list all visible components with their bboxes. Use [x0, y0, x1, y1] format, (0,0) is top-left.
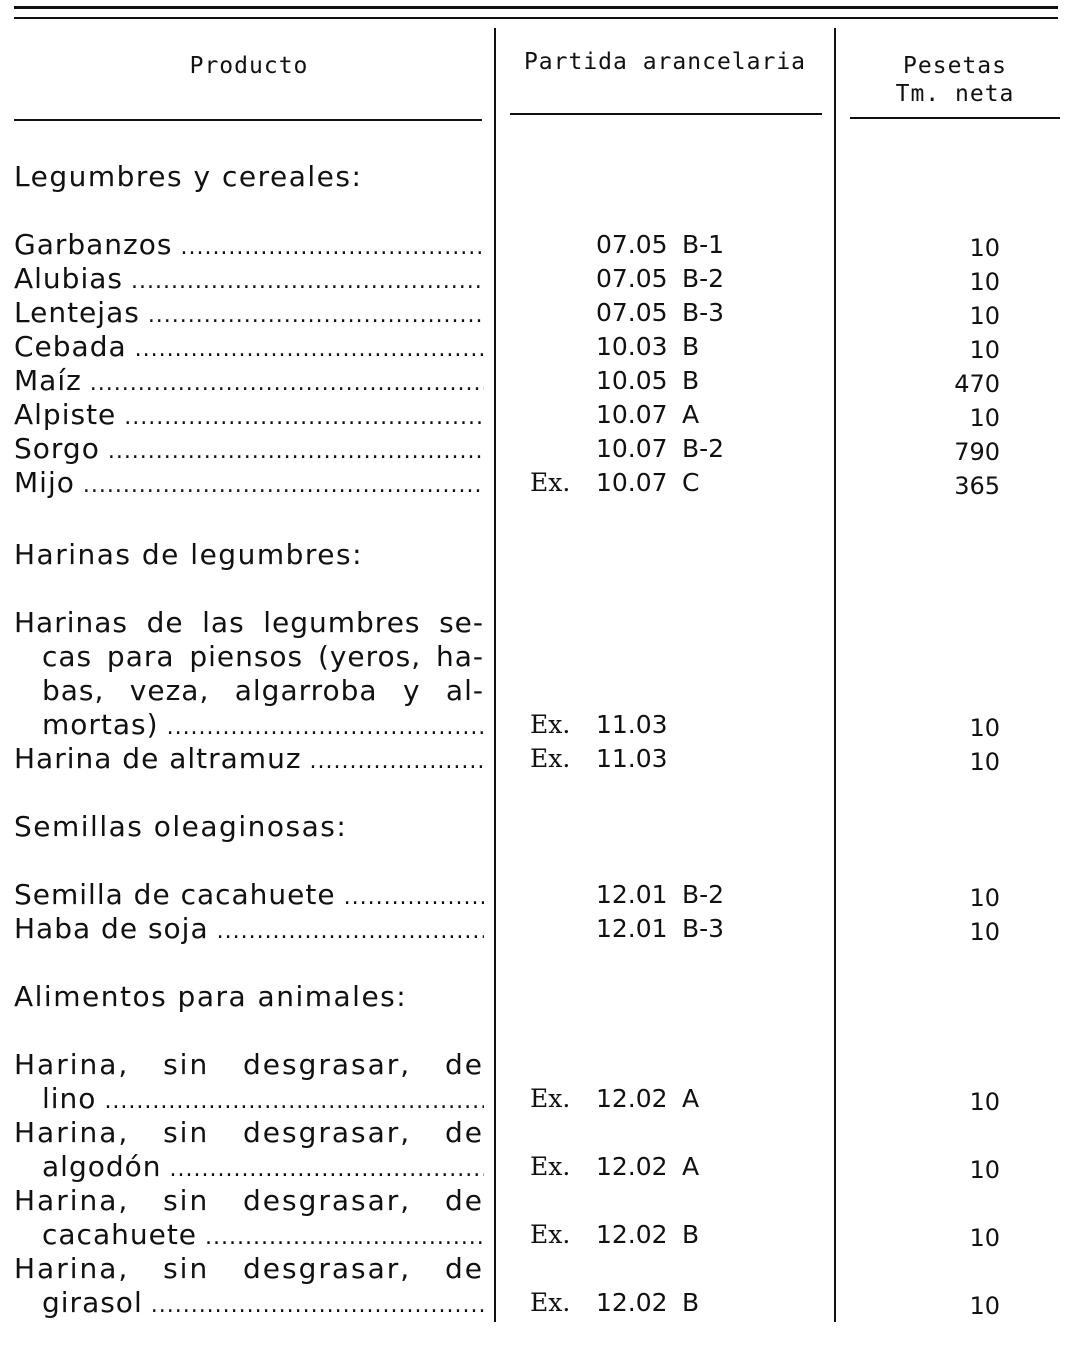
tariff-number: 12.01 [596, 914, 668, 943]
price-value: 10 [969, 268, 1000, 296]
product-name: Alpiste [14, 398, 117, 431]
product-line [14, 364, 484, 401]
product-line [42, 1286, 484, 1323]
tariff-code [530, 466, 820, 500]
column-divider-1 [494, 28, 496, 1322]
tariff-code [530, 1150, 820, 1184]
section-title: Harinas de legumbres: [14, 538, 364, 571]
tariff-number: 11.03 [596, 710, 668, 739]
product-word: bas, [42, 674, 105, 707]
price-value: 470 [954, 370, 1000, 398]
product-word: Harina, [14, 1184, 130, 1217]
tariff-suffix: B-2 [682, 434, 725, 463]
tariff-suffix: A [682, 1152, 700, 1181]
section-title: Legumbres y cereales: [14, 160, 363, 193]
tariff-suffix: B-3 [682, 298, 725, 327]
tariff-ex: Ex. [530, 1084, 571, 1113]
product-line [42, 708, 484, 745]
tariff-number: 12.02 [596, 1288, 668, 1317]
product-name: girasol [42, 1286, 143, 1319]
product-name: Garbanzos [14, 228, 173, 261]
tariff-suffix: A [682, 1084, 700, 1113]
tariff-ex: Ex. [530, 744, 571, 773]
product-name: Sorgo [14, 432, 100, 465]
tariff-number: 12.01 [596, 880, 668, 909]
product-word: sin [163, 1252, 210, 1285]
tariff-code [530, 1218, 820, 1252]
dot-leader [151, 1289, 484, 1323]
tariff-ex: Ex. [530, 1288, 571, 1317]
tariff-code [530, 364, 820, 398]
product-name: Semilla de cacahuete [14, 878, 336, 911]
product-line [14, 1184, 484, 1218]
product-word: para [106, 640, 175, 673]
price-value: 790 [954, 438, 1000, 466]
product-name: Mijo [14, 466, 75, 499]
price-value: 365 [954, 472, 1000, 500]
product-word: (yeros, [317, 640, 422, 673]
tariff-code [530, 912, 820, 946]
dot-leader [108, 435, 484, 469]
tariff-code [530, 262, 820, 296]
header-price-line1: Pesetas [903, 53, 1007, 79]
section-title: Semillas oleaginosas: [14, 810, 348, 843]
price-value: 10 [969, 234, 1000, 262]
product-name: mortas) [42, 708, 159, 741]
tariff-code [530, 1286, 820, 1320]
dot-leader [217, 915, 484, 949]
product-name: algodón [42, 1150, 162, 1183]
product-word: Harina, [14, 1252, 130, 1285]
header-price-line2: Tm. neta [895, 81, 1015, 107]
dot-leader [148, 299, 484, 333]
tariff-number: 07.05 [596, 230, 668, 259]
product-word: desgrasar, [243, 1252, 412, 1285]
dot-leader [90, 367, 484, 401]
tariff-suffix: B [682, 1220, 700, 1249]
product-word: al- [445, 674, 484, 707]
product-word: desgrasar, [243, 1116, 412, 1149]
tariff-ex: Ex. [530, 1220, 571, 1249]
product-word: piensos [189, 640, 304, 673]
product-line [14, 1048, 484, 1082]
tariff-code [530, 1082, 820, 1116]
tariff-suffix: B-2 [682, 880, 725, 909]
product-name: Lentejas [14, 296, 140, 329]
product-word: Harina, [14, 1048, 130, 1081]
section-title: Alimentos para animales: [14, 980, 408, 1013]
column-divider-2 [834, 28, 836, 1322]
header-rule-tariff [510, 113, 822, 115]
product-line [42, 674, 484, 708]
product-word: Harinas [14, 606, 128, 639]
top-rule-2 [14, 17, 1058, 19]
header-tariff: Partida arancelaria [523, 49, 807, 75]
dot-leader [104, 1085, 484, 1119]
product-word: ha- [435, 640, 484, 673]
dot-leader [344, 881, 484, 915]
product-word: cas [42, 640, 93, 673]
product-word: Harina, [14, 1116, 130, 1149]
dot-leader [135, 333, 484, 367]
product-line [14, 296, 484, 333]
product-name: Alubias [14, 262, 123, 295]
header-rule-product [14, 119, 482, 121]
product-word: de [444, 1048, 484, 1081]
tariff-code [530, 432, 820, 466]
product-line [14, 432, 484, 469]
tariff-code [530, 708, 820, 742]
tariff-suffix: A [682, 400, 700, 429]
tariff-suffix: C [682, 468, 700, 497]
price-value: 10 [969, 884, 1000, 912]
product-line [14, 466, 484, 503]
tariff-code [530, 742, 820, 776]
price-value: 10 [969, 714, 1000, 742]
tariff-number: 10.07 [596, 434, 668, 463]
header-product: Producto [189, 53, 309, 79]
product-word: y [402, 674, 421, 707]
product-word: de [146, 606, 184, 639]
product-line [14, 742, 484, 779]
price-value: 10 [969, 1224, 1000, 1252]
product-name: Harina de altramuz [14, 742, 302, 775]
product-name: cacahuete [42, 1218, 198, 1251]
product-line [14, 330, 484, 367]
product-name: Maíz [14, 364, 82, 397]
product-word: las [202, 606, 245, 639]
product-name: Cebada [14, 330, 127, 363]
dot-leader [167, 711, 484, 745]
price-value: 10 [969, 404, 1000, 432]
price-value: 10 [969, 1088, 1000, 1116]
tariff-suffix: B-2 [682, 264, 725, 293]
tariff-suffix: B-1 [682, 230, 725, 259]
tariff-number: 11.03 [596, 744, 668, 773]
tariff-code [530, 878, 820, 912]
dot-leader [310, 745, 484, 779]
product-line [42, 1082, 484, 1119]
product-word: desgrasar, [243, 1048, 412, 1081]
header-rule-price [850, 117, 1060, 119]
product-word: sin [163, 1184, 210, 1217]
product-line [14, 878, 484, 915]
product-word: de [444, 1184, 484, 1217]
product-word: de [444, 1116, 484, 1149]
tariff-number: 10.05 [596, 366, 668, 395]
product-line [14, 398, 484, 435]
product-line [14, 228, 484, 265]
dot-leader [205, 1221, 484, 1255]
tariff-ex: Ex. [530, 468, 571, 497]
tariff-suffix: B [682, 1288, 700, 1317]
tariff-number: 10.03 [596, 332, 668, 361]
tariff-ex: Ex. [530, 710, 571, 739]
price-value: 10 [969, 1156, 1000, 1184]
product-line [14, 606, 484, 640]
product-word: se- [439, 606, 484, 639]
price-value: 10 [969, 748, 1000, 776]
product-line [14, 912, 484, 949]
tariff-number: 07.05 [596, 298, 668, 327]
price-value: 10 [969, 1292, 1000, 1320]
product-line [42, 640, 484, 674]
product-line [42, 1150, 484, 1187]
product-name: lino [42, 1082, 97, 1115]
dot-leader [124, 401, 484, 435]
product-word: algarroba [234, 674, 378, 707]
tariff-number: 12.02 [596, 1220, 668, 1249]
tariff-suffix: B-3 [682, 914, 725, 943]
price-value: 10 [969, 918, 1000, 946]
dot-leader [180, 231, 484, 265]
tariff-number: 07.05 [596, 264, 668, 293]
tariff-code [530, 296, 820, 330]
product-word: legumbres [263, 606, 421, 639]
tariff-code [530, 228, 820, 262]
price-value: 10 [969, 302, 1000, 330]
product-word: de [444, 1252, 484, 1285]
product-word: desgrasar, [243, 1184, 412, 1217]
product-line [42, 1218, 484, 1255]
price-value: 10 [969, 336, 1000, 364]
tariff-number: 10.07 [596, 400, 668, 429]
dot-leader [131, 265, 484, 299]
product-word: veza, [129, 674, 210, 707]
product-word: sin [163, 1116, 210, 1149]
tariff-ex: Ex. [530, 1152, 571, 1181]
tariff-number: 12.02 [596, 1084, 668, 1113]
top-rule-1 [14, 6, 1058, 9]
tariff-code [530, 398, 820, 432]
dot-leader [83, 469, 484, 503]
tariff-suffix: B [682, 366, 700, 395]
product-name: Haba de soja [14, 912, 209, 945]
product-line [14, 1116, 484, 1150]
tariff-number: 12.02 [596, 1152, 668, 1181]
tariff-suffix: B [682, 332, 700, 361]
product-word: sin [163, 1048, 210, 1081]
dot-leader [170, 1153, 485, 1187]
product-line [14, 1252, 484, 1286]
tariff-number: 10.07 [596, 468, 668, 497]
product-line [14, 262, 484, 299]
tariff-code [530, 330, 820, 364]
